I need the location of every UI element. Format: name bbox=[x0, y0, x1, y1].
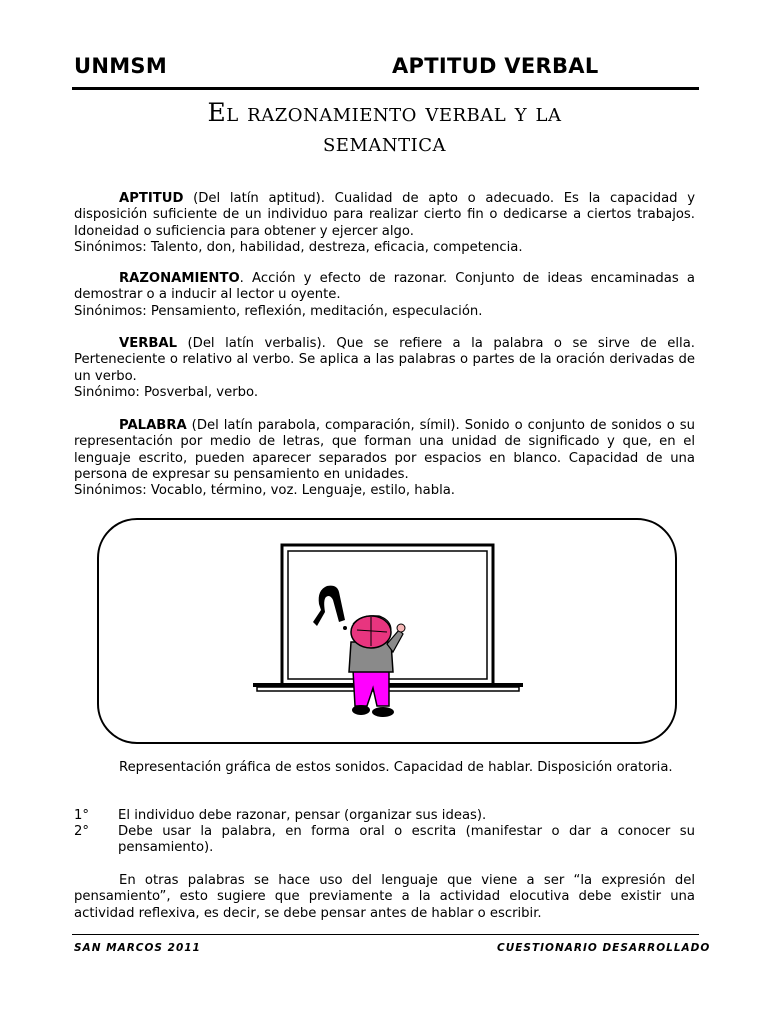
paragraph-text: Representación gráfica de estos sonidos. Capacidad de hablar. Disposición oratoria. bbox=[119, 760, 673, 775]
synonyms-line: Sinónimos: Talento, don, habilidad, destreza, eficacia, competencia. bbox=[74, 239, 523, 255]
definition-razonamiento bbox=[74, 271, 695, 320]
title-line-2: semantica bbox=[322, 128, 447, 157]
paragraph-representacion bbox=[74, 760, 695, 776]
list-text: El individuo debe razonar, pensar (organizar sus ideas). bbox=[118, 808, 487, 823]
footer-divider bbox=[72, 934, 699, 935]
definition-text: . Acción y efecto de razonar. Conjunto de ideas encaminadas a demostrar o a inducir al lector u oyente. bbox=[74, 271, 695, 303]
term-razonamiento: RAZONAMIENTO bbox=[119, 271, 240, 286]
definition-aptitud bbox=[74, 191, 695, 256]
header-subject: APTITUD VERBAL bbox=[392, 54, 599, 78]
synonyms-line: Sinónimo: Posverbal, verbo. bbox=[74, 384, 259, 400]
title-line-1: El razonamiento verbal y la bbox=[207, 98, 562, 127]
definition-verbal bbox=[74, 336, 695, 401]
paragraph-text: En otras palabras se hace uso del lenguaje que viene a ser “la expresión del pensamiento”, esto sugiere que previamente a la actividad elocutiva debe existir una actividad reflexiva, es decir, se debe pensar antes de hablar o escribir. bbox=[74, 873, 695, 921]
child-at-blackboard-icon bbox=[99, 520, 679, 746]
illustration-frame bbox=[97, 518, 677, 744]
page-title bbox=[74, 98, 695, 158]
synonyms-line: Sinónimos: Pensamiento, reflexión, meditación, especulación. bbox=[74, 303, 483, 319]
list-number: 1° bbox=[74, 808, 89, 823]
definition-palabra bbox=[74, 418, 695, 499]
term-verbal: VERBAL bbox=[119, 336, 178, 351]
definition-text: (Del latín aptitud). Cualidad de apto o adecuado. Es la capacidad y disposición suficiente de un individuo para realizar cierto fin o dedicarse a ciertos trabajos. Idoneidad o suficiencia para obtener y ejercer algo. bbox=[74, 191, 695, 239]
paragraph-conclusion bbox=[74, 873, 695, 922]
list-text: Debe usar la palabra, en forma oral o escrita (manifestar o dar a conocer su pensamiento). bbox=[118, 824, 695, 856]
list-item bbox=[74, 824, 695, 857]
synonyms-line: Sinónimos: Vocablo, término, voz. Lenguaje, estilo, habla. bbox=[74, 483, 456, 499]
term-aptitud: APTITUD bbox=[119, 191, 184, 206]
footer-left: SAN MARCOS 2011 bbox=[74, 942, 201, 954]
definition-text: (Del latín verbalis). Que se refiere a la palabra o se sirve de ella. Perteneciente o relativo al verbo. Se aplica a las palabras o partes de la oración derivadas de un verbo. bbox=[74, 336, 695, 384]
list-number: 2° bbox=[74, 824, 89, 839]
definition-text: (Del latín parabola, comparación, símil). Sonido o conjunto de sonidos o su representación por medio de letras, que forman una unidad de significado y que, en el lenguaje escrito, pueden aparecer separados por espacios en blanco. Capacidad de una persona de expresar su pensamiento en unidades. bbox=[74, 418, 695, 482]
footer-right: CUESTIONARIO DESARROLLADO bbox=[497, 942, 711, 954]
list-item bbox=[74, 808, 695, 824]
header-institution: UNMSM bbox=[74, 54, 168, 78]
header-divider bbox=[72, 87, 699, 90]
term-palabra: PALABRA bbox=[119, 418, 187, 433]
